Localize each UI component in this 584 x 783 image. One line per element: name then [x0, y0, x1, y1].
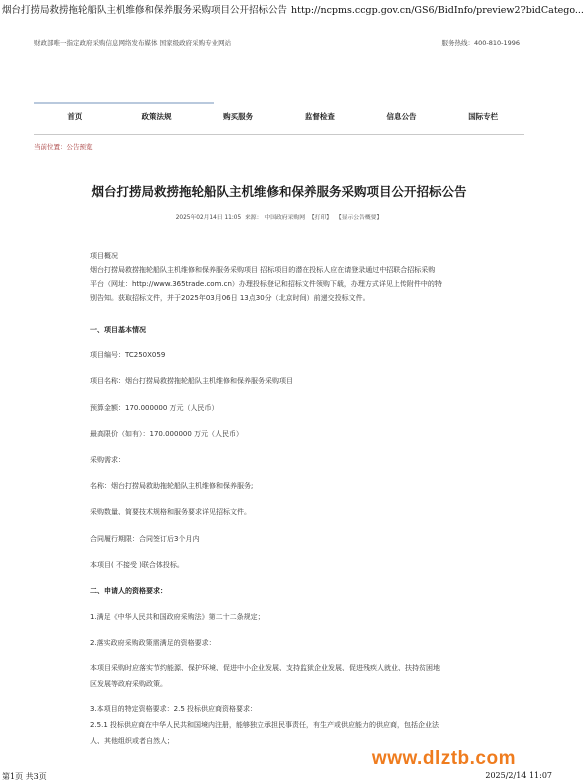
print-header	[0, 0, 584, 16]
nav-item-policy[interactable]: 政策法规	[141, 112, 172, 121]
qualification-1: 1.满足《中华人民共和国政府采购法》第二十二条规定；	[90, 613, 265, 621]
print-footer	[0, 769, 554, 783]
overview-label: 项目概况	[90, 252, 118, 260]
nav-item-international[interactable]: 国际专栏	[468, 112, 499, 121]
qualification-2: 2.落实政府采购政策需满足的资格要求：	[90, 639, 216, 647]
consortium-note: 本项目( 不接受 )联合体投标。	[90, 561, 184, 569]
nav-item-announcements[interactable]: 信息公告	[386, 112, 417, 121]
publish-date: 2025年02月14日 11:05	[175, 215, 242, 221]
nav-item-supervision[interactable]: 监督检查	[304, 112, 335, 121]
contract-period: 合同履行期限：合同签订后3个月内	[90, 535, 200, 543]
requirement-name: 名称：烟台打捞局救助拖轮船队主机维修和保养服务;	[90, 482, 254, 490]
print-link[interactable]: 【打印】	[308, 215, 333, 221]
print-header-title: 烟台打捞局救捞拖轮船队主机维修和保养服务采购项目公开招标公告	[2, 5, 288, 16]
service-hotline: 服务热线：400-810-1996	[441, 39, 520, 47]
nav-divider	[34, 134, 524, 135]
print-datetime: 2025/2/14 11:07	[485, 771, 552, 780]
section-heading-basic-info: 一、项目基本情况	[90, 326, 146, 334]
qualification-3: 3.本项目的特定资格要求：2.5 投标供应商资格要求：	[90, 705, 258, 713]
qualification-3-1-line-2: 人、其他组织或者自然人；	[90, 737, 174, 745]
max-price: 最高限价（如有）：170.000000 万元（人民币）	[90, 430, 244, 438]
overview-line-3: 别告知。获取招标文件，并于2025年03月06日 13点30分（北京时间）前递交投标文件。	[90, 294, 370, 302]
site-watermark: www.dlztb.com	[371, 748, 516, 769]
requirement-quantity: 采购数量、简要技术规格和服务要求详见招标文件。	[90, 508, 251, 516]
breadcrumb	[34, 142, 93, 151]
print-header-url: http://ncpms.ccgp.gov.cn/GS6/BidInfo/preview2?bidCatego...	[291, 5, 584, 16]
nav-accent-bar	[34, 102, 214, 104]
policy-line-2: 区发展等政府采购政策。	[90, 680, 167, 688]
nav-item-home[interactable]: 首页	[67, 112, 83, 121]
breadcrumb-current[interactable]: 公告预览	[66, 143, 93, 151]
nav-item-purchase-service[interactable]: 购买服务	[223, 112, 254, 121]
source-label: 来源：	[245, 215, 263, 221]
show-summary-link[interactable]: 【显示公告概要】	[335, 215, 383, 221]
site-slogan: 财政部唯一指定政府采购信息网络发布媒体 国家级政府采购专业网站	[34, 39, 232, 47]
site-topbar	[34, 38, 524, 52]
section-heading-qualification: 二、申请人的资格要求：	[90, 587, 167, 595]
overview-line-2: 平台（网址：http://www.365trade.com.cn）办理投标登记和招标文件领购下载，办理方式详见上传附件中的特	[90, 280, 442, 288]
source-name: 中国政府采购网	[264, 215, 305, 221]
main-nav	[34, 108, 524, 126]
page-title: 烟台打捞局救捞拖轮船队主机维修和保养服务采购项目公开招标公告	[91, 184, 467, 199]
project-number: 项目编号：TC250X059	[90, 351, 166, 359]
budget-amount: 预算金额：170.000000 万元（人民币）	[90, 404, 219, 412]
qualification-3-1-line-1: 2.5.1 投标供应商在中华人民共和国境内注册，能够独立承担民事责任，有生产或供应能力的供应商，包括企业法	[90, 721, 440, 729]
page-counter: 第1页 共3页	[2, 772, 47, 781]
policy-line-1: 本项目采购时应落实节约能源、保护环境、促进中小企业发展、支持监狱企业发展、促进残疾人就业、扶持贫困地	[90, 664, 440, 672]
project-name: 项目名称：烟台打捞局救捞拖轮船队主机维修和保养服务采购项目	[90, 377, 293, 385]
overview-line-1: 烟台打捞局救捞拖轮船队主机维修和保养服务采购项目 招标项目的潜在投标人应在请登录通过中招联合招标采购	[90, 266, 436, 274]
article-meta	[34, 212, 524, 221]
requirement-label: 采购需求：	[90, 456, 125, 464]
breadcrumb-prefix: 当前位置：	[34, 143, 67, 151]
